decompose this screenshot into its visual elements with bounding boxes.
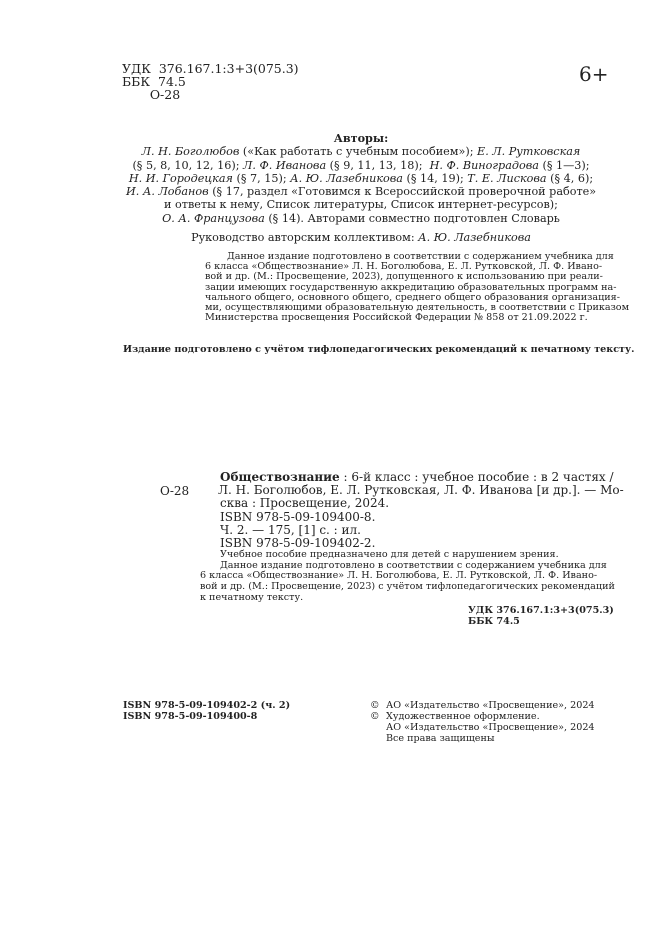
copyright-icon: ©	[370, 700, 380, 711]
author-sections: (§ 14, 19);	[402, 171, 468, 185]
copyright-design-owner: АО «Издательство «Просвещение», 2024	[386, 722, 595, 733]
authors-lines	[126, 145, 596, 225]
copyright-design: Художественное оформление.	[386, 711, 540, 722]
udk-bbk-block	[122, 62, 299, 101]
bib-udk: УДК 376.167.1:3+3(075.3)	[468, 605, 614, 617]
footer-isbn-set: ISBN 978-5-09-109400-8	[123, 711, 258, 722]
authors-heading: Авторы:	[333, 131, 389, 145]
bibliographic-record	[200, 470, 624, 628]
udk-code: УДК 376.167.1:3+3(075.3)	[122, 61, 299, 76]
author-name: Н. И. Городецкая	[128, 171, 233, 185]
authors-line	[126, 198, 596, 211]
tiflo-notice: Издание подготовлено с учётом тифлопедагогических рекомендаций к печатному тексту.	[123, 344, 635, 355]
author-name: Л. Ф. Иванова	[243, 158, 327, 172]
authors-line	[126, 212, 596, 225]
author-name: Т. Е. Лискова	[467, 171, 547, 185]
author-sections: (§ 4, 6);	[546, 171, 594, 185]
authors-line	[126, 159, 596, 172]
author-sections: (§ 9, 11, 13, 18);	[326, 158, 430, 172]
author-name: И. А. Лобанов	[126, 185, 209, 199]
author-sections: (§ 7, 15);	[232, 171, 291, 185]
author-sections: («Как работать с учебным пособием»);	[239, 145, 478, 159]
bib-publisher: сква : Просвещение, 2024.	[220, 496, 390, 511]
team-lead-label: Руководство авторским коллективом:	[191, 231, 419, 245]
bib-isbn-part: ISBN 978-5-09-109402-2.	[220, 536, 376, 551]
bib-title: Обществознание	[220, 470, 340, 484]
author-sections: (§ 1—3);	[538, 158, 590, 172]
bib-isbn-set: ISBN 978-5-09-109400-8.	[220, 509, 376, 524]
authors-line	[126, 172, 596, 185]
team-lead	[126, 231, 596, 244]
bib-author-mark: О-28	[160, 484, 190, 499]
copyright-block	[370, 700, 595, 744]
authors-block	[126, 132, 596, 244]
notice-paragraph	[205, 251, 630, 324]
copyright-publisher: АО «Издательство «Просвещение», 2024	[386, 700, 595, 711]
notice-line: зации имеющих государственную аккредитацию образовательных программ на-	[205, 281, 617, 293]
bib-title-rest: : 6-й класс : учебное пособие : в 2 частях /	[339, 470, 614, 484]
footer-isbn-part: ISBN 978-5-09-109402-2 (ч. 2)	[123, 700, 291, 711]
author-name: Л. Н. Боголюбов	[141, 145, 240, 159]
footer-isbn	[123, 700, 290, 722]
authors-line	[126, 185, 596, 198]
notice-line: чального общего, основного общего, среднего общего образования организация-	[205, 291, 620, 303]
author-sections: (§ 5, 8, 10, 12, 16);	[132, 158, 244, 172]
author-name: О. А. Французова	[162, 211, 265, 225]
team-lead-name: А. Ю. Лазебникова	[418, 231, 531, 245]
bib-note-line: к печатному тексту.	[200, 591, 304, 603]
copyright-icon: ©	[370, 711, 380, 722]
bib-part: Ч. 2. — 175, [1] с. : ил.	[220, 522, 361, 537]
author-name: А. Ю. Лазебникова	[290, 171, 403, 185]
author-sections: (§ 14). Авторами совместно подготовлен Словарь	[264, 211, 560, 225]
rights-reserved: Все права защищены	[386, 733, 495, 744]
notice-line: вой и др. (М.: Просвещение, 2023), допущенного к использованию при реали-	[205, 271, 603, 283]
authors-line	[126, 145, 596, 158]
age-rating: 6+	[579, 62, 609, 86]
bbk-code: ББК 74.5	[122, 74, 186, 89]
bib-bbk: ББК 74.5	[468, 616, 520, 628]
bib-note-line: вой и др. (М.: Просвещение, 2023) с учётом тифлопедагогических рекомендаций	[200, 581, 615, 592]
author-sections: и ответы к нему, Список литературы, Список интернет-ресурсов);	[164, 198, 558, 212]
author-sections: (§ 17, раздел «Готовимся к Всероссийской проверочной работе»	[208, 185, 597, 199]
author-mark: О-28	[122, 87, 181, 102]
notice-line: Министерства просвещения Российской Федерации № 858 от 21.09.2022 г.	[205, 312, 588, 324]
notice-line: 6 класса «Обществознание» Л. Н. Боголюбова, Е. Л. Рутковской, Л. Ф. Ивано-	[205, 261, 603, 273]
bib-note-line: Данное издание подготовлено в соответствии с содержанием учебника для	[220, 559, 607, 571]
author-name: Н. Ф. Виноградова	[429, 158, 539, 172]
notice-line: ми, осуществляющими образовательную деятельность, в соответствии с Приказом	[205, 302, 630, 314]
author-name: Е. Л. Рутковская	[477, 145, 581, 159]
bib-note-line: 6 класса «Обществознание» Л. Н. Боголюбова, Е. Л. Рутковской, Л. Ф. Ивано-	[200, 570, 598, 582]
bib-classification	[468, 605, 614, 628]
bib-authors: Л. Н. Боголюбов, Е. Л. Рутковская, Л. Ф. Иванова [и др.]. — Мо-	[218, 483, 624, 498]
bib-purpose: Учебное пособие предназначено для детей с нарушением зрения.	[220, 549, 559, 561]
notice-line: Данное издание подготовлено в соответствии с содержанием учебника для	[227, 251, 614, 262]
